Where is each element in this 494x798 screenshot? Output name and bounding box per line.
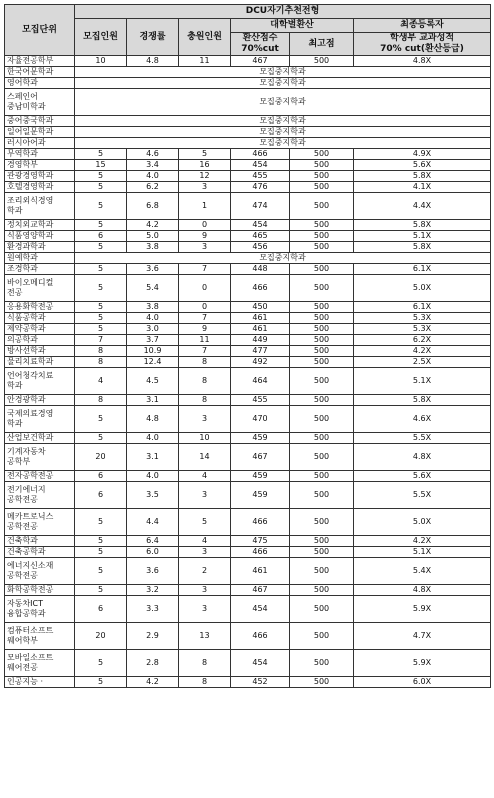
cell-recruit: 5 [75, 182, 127, 193]
cell-extra: 16 [179, 160, 231, 171]
cell-unit: 영어학과 [5, 78, 75, 89]
cell-competition: 4.0 [127, 313, 179, 324]
cell-recruit: 5 [75, 242, 127, 253]
cell-score70: 459 [231, 471, 290, 482]
table-row [5, 558, 491, 585]
table-row [5, 368, 491, 395]
cell-grade: 5.5X [354, 482, 491, 509]
cell-extra: 3 [179, 242, 231, 253]
cell-extra: 8 [179, 357, 231, 368]
table-row [5, 650, 491, 677]
cell-grade: 5.8X [354, 395, 491, 406]
cell-extra: 1 [179, 193, 231, 220]
cell-competition: 4.4 [127, 509, 179, 536]
cell-competition: 3.4 [127, 160, 179, 171]
cell-grade: 5.8X [354, 242, 491, 253]
cell-max: 500 [290, 357, 354, 368]
cell-unit: 환경과학과 [5, 242, 75, 253]
cell-max: 500 [290, 395, 354, 406]
cell-max: 500 [290, 558, 354, 585]
table-row [5, 302, 491, 313]
cell-unit: 러시아어과 [5, 138, 75, 149]
cell-max: 500 [290, 623, 354, 650]
cell-recruit: 8 [75, 395, 127, 406]
admission-results-table [4, 4, 491, 688]
cell-extra: 13 [179, 623, 231, 650]
cell-competition: 4.0 [127, 171, 179, 182]
cell-competition: 3.6 [127, 264, 179, 275]
cell-score70: 470 [231, 406, 290, 433]
cell-competition: 2.9 [127, 623, 179, 650]
cell-recruit: 5 [75, 650, 127, 677]
cell-recruit: 5 [75, 302, 127, 313]
cell-max: 500 [290, 368, 354, 395]
cell-score70: 465 [231, 231, 290, 242]
cell-score70: 454 [231, 220, 290, 231]
cell-unit: 모바일소프트 웨어전공 [5, 650, 75, 677]
cell-recruit: 5 [75, 509, 127, 536]
cell-recruit: 5 [75, 313, 127, 324]
cell-unit: 제약공학과 [5, 324, 75, 335]
cell-max: 500 [290, 547, 354, 558]
cell-unit: 정치외교학과 [5, 220, 75, 231]
cell-unit: 의공학과 [5, 335, 75, 346]
cell-max: 500 [290, 346, 354, 357]
cell-extra: 5 [179, 149, 231, 160]
cell-unit: 한국어문학과 [5, 67, 75, 78]
cell-recruit-stopped: 모집중지학과 [75, 78, 491, 89]
cell-unit: 전기에너지 공학전공 [5, 482, 75, 509]
cell-grade: 5.6X [354, 471, 491, 482]
cell-unit: 전자공학전공 [5, 471, 75, 482]
table-row [5, 547, 491, 558]
cell-score70: 467 [231, 56, 290, 67]
cell-grade: 4.2X [354, 346, 491, 357]
table-row [5, 264, 491, 275]
cell-recruit: 6 [75, 471, 127, 482]
cell-recruit-stopped: 모집중지학과 [75, 116, 491, 127]
cell-extra: 8 [179, 368, 231, 395]
cell-extra: 14 [179, 444, 231, 471]
cell-competition: 4.2 [127, 677, 179, 688]
cell-recruit: 5 [75, 171, 127, 182]
cell-score70: 476 [231, 182, 290, 193]
cell-score70: 466 [231, 623, 290, 650]
cell-max: 500 [290, 231, 354, 242]
header-unit: 모집단위 [5, 5, 75, 56]
cell-recruit-stopped: 모집중지학과 [75, 89, 491, 116]
cell-max: 500 [290, 149, 354, 160]
cell-unit: 언어청각치료 학과 [5, 368, 75, 395]
cell-score70: 449 [231, 335, 290, 346]
cell-recruit: 5 [75, 275, 127, 302]
cell-max: 500 [290, 264, 354, 275]
cell-score70: 466 [231, 509, 290, 536]
cell-competition: 6.2 [127, 182, 179, 193]
cell-max: 500 [290, 596, 354, 623]
table-header [5, 5, 491, 56]
cell-extra: 2 [179, 558, 231, 585]
table-row [5, 275, 491, 302]
cell-grade: 5.9X [354, 596, 491, 623]
cell-extra: 3 [179, 585, 231, 596]
cell-unit: 응용화학전공 [5, 302, 75, 313]
table-row [5, 677, 491, 688]
cell-unit: 스페인어 중남미학과 [5, 89, 75, 116]
cell-recruit: 7 [75, 335, 127, 346]
cell-unit: 기계자동차 공학부 [5, 444, 75, 471]
cell-competition: 4.8 [127, 406, 179, 433]
cell-recruit: 20 [75, 444, 127, 471]
cell-recruit: 5 [75, 547, 127, 558]
cell-unit: 식품공학과 [5, 313, 75, 324]
cell-competition: 10.9 [127, 346, 179, 357]
cell-recruit: 5 [75, 220, 127, 231]
cell-max: 500 [290, 406, 354, 433]
cell-recruit: 6 [75, 596, 127, 623]
cell-recruit: 15 [75, 160, 127, 171]
cell-unit: 경영학부 [5, 160, 75, 171]
cell-grade: 6.1X [354, 264, 491, 275]
cell-max: 500 [290, 585, 354, 596]
cell-score70: 454 [231, 596, 290, 623]
cell-grade: 4.1X [354, 182, 491, 193]
cell-score70: 466 [231, 275, 290, 302]
cell-extra: 12 [179, 171, 231, 182]
table-row [5, 171, 491, 182]
cell-competition: 3.6 [127, 558, 179, 585]
cell-score70: 461 [231, 313, 290, 324]
cell-grade: 5.4X [354, 558, 491, 585]
cell-score70: 459 [231, 433, 290, 444]
cell-extra: 7 [179, 264, 231, 275]
cell-recruit: 5 [75, 677, 127, 688]
cell-max: 500 [290, 193, 354, 220]
table-row [5, 67, 491, 78]
cell-max: 500 [290, 471, 354, 482]
table-row [5, 78, 491, 89]
table-row [5, 335, 491, 346]
cell-recruit: 5 [75, 558, 127, 585]
cell-max: 500 [290, 171, 354, 182]
cell-score70: 454 [231, 650, 290, 677]
cell-unit: 방사선학과 [5, 346, 75, 357]
cell-unit: 국제의료경영 학과 [5, 406, 75, 433]
header-competition: 경쟁률 [127, 19, 179, 56]
header-convert-group: 대학별환산 [231, 19, 354, 33]
cell-grade: 4.8X [354, 585, 491, 596]
cell-recruit: 5 [75, 149, 127, 160]
cell-recruit: 5 [75, 536, 127, 547]
header-score70: 환산점수 70%cut [231, 33, 290, 56]
cell-grade: 5.3X [354, 313, 491, 324]
cell-recruit: 5 [75, 406, 127, 433]
cell-extra: 11 [179, 335, 231, 346]
cell-unit: 메카트로닉스 공학전공 [5, 509, 75, 536]
table-row [5, 395, 491, 406]
cell-competition: 3.0 [127, 324, 179, 335]
cell-competition: 6.4 [127, 536, 179, 547]
cell-extra: 0 [179, 275, 231, 302]
cell-recruit: 5 [75, 433, 127, 444]
cell-recruit: 6 [75, 231, 127, 242]
cell-max: 500 [290, 302, 354, 313]
header-group: DCU자기추천전형 [75, 5, 491, 19]
cell-extra: 5 [179, 509, 231, 536]
cell-grade: 5.9X [354, 650, 491, 677]
cell-competition: 3.2 [127, 585, 179, 596]
cell-recruit: 5 [75, 324, 127, 335]
cell-extra: 3 [179, 482, 231, 509]
cell-grade: 4.6X [354, 406, 491, 433]
table-row [5, 471, 491, 482]
cell-unit: 식품영양학과 [5, 231, 75, 242]
cell-score70: 455 [231, 171, 290, 182]
cell-extra: 9 [179, 324, 231, 335]
table-row [5, 242, 491, 253]
cell-grade: 4.9X [354, 149, 491, 160]
cell-extra: 7 [179, 346, 231, 357]
cell-extra: 4 [179, 471, 231, 482]
cell-score70: 456 [231, 242, 290, 253]
cell-unit: 관광경영학과 [5, 171, 75, 182]
cell-max: 500 [290, 220, 354, 231]
cell-score70: 474 [231, 193, 290, 220]
cell-competition: 4.0 [127, 433, 179, 444]
cell-score70: 467 [231, 444, 290, 471]
cell-unit: 컴퓨터소프트 웨어학부 [5, 623, 75, 650]
cell-score70: 459 [231, 482, 290, 509]
table-row [5, 406, 491, 433]
cell-score70: 466 [231, 547, 290, 558]
cell-max: 500 [290, 536, 354, 547]
cell-extra: 8 [179, 677, 231, 688]
cell-extra: 8 [179, 395, 231, 406]
cell-max: 500 [290, 444, 354, 471]
cell-grade: 2.5X [354, 357, 491, 368]
cell-grade: 4.8X [354, 444, 491, 471]
table-row [5, 56, 491, 67]
table-row [5, 509, 491, 536]
cell-unit: 일어일문학과 [5, 127, 75, 138]
cell-unit: 에너지신소재 공학전공 [5, 558, 75, 585]
cell-grade: 5.5X [354, 433, 491, 444]
table-row [5, 313, 491, 324]
cell-max: 500 [290, 482, 354, 509]
cell-unit: 자동차ICT 융합공학과 [5, 596, 75, 623]
table-row [5, 127, 491, 138]
cell-score70: 452 [231, 677, 290, 688]
cell-recruit: 4 [75, 368, 127, 395]
table-row [5, 253, 491, 264]
cell-recruit: 20 [75, 623, 127, 650]
cell-extra: 7 [179, 313, 231, 324]
table-row [5, 160, 491, 171]
cell-max: 500 [290, 242, 354, 253]
cell-recruit: 5 [75, 193, 127, 220]
cell-competition: 5.0 [127, 231, 179, 242]
cell-grade: 5.6X [354, 160, 491, 171]
cell-max: 500 [290, 433, 354, 444]
cell-unit: 화학공학전공 [5, 585, 75, 596]
cell-competition: 4.2 [127, 220, 179, 231]
cell-unit: 중어중국학과 [5, 116, 75, 127]
cell-max: 500 [290, 56, 354, 67]
cell-grade: 4.4X [354, 193, 491, 220]
cell-unit: 산업보건학과 [5, 433, 75, 444]
cell-competition: 12.4 [127, 357, 179, 368]
cell-unit: 인공지능 · [5, 677, 75, 688]
table-row [5, 220, 491, 231]
cell-max: 500 [290, 182, 354, 193]
cell-unit: 건축학과 [5, 536, 75, 547]
cell-competition: 2.8 [127, 650, 179, 677]
table-row [5, 536, 491, 547]
table-row [5, 596, 491, 623]
cell-score70: 454 [231, 160, 290, 171]
cell-grade: 4.7X [354, 623, 491, 650]
cell-recruit: 8 [75, 357, 127, 368]
table-row [5, 193, 491, 220]
cell-competition: 4.0 [127, 471, 179, 482]
cell-unit: 물리치료학과 [5, 357, 75, 368]
cell-competition: 3.1 [127, 395, 179, 406]
cell-unit: 조리외식경영 학과 [5, 193, 75, 220]
cell-extra: 3 [179, 406, 231, 433]
table-row [5, 182, 491, 193]
cell-competition: 3.5 [127, 482, 179, 509]
cell-competition: 3.8 [127, 242, 179, 253]
cell-recruit-stopped: 모집중지학과 [75, 138, 491, 149]
cell-max: 500 [290, 160, 354, 171]
cell-grade: 6.2X [354, 335, 491, 346]
table-row [5, 346, 491, 357]
table-row [5, 116, 491, 127]
cell-recruit: 10 [75, 56, 127, 67]
table-row [5, 585, 491, 596]
cell-score70: 455 [231, 395, 290, 406]
cell-competition: 4.8 [127, 56, 179, 67]
header-final-group: 최종등록자 [354, 19, 491, 33]
cell-max: 500 [290, 509, 354, 536]
cell-competition: 3.8 [127, 302, 179, 313]
cell-recruit: 5 [75, 585, 127, 596]
cell-unit: 호텔경영학과 [5, 182, 75, 193]
table-row [5, 149, 491, 160]
cell-extra: 0 [179, 220, 231, 231]
cell-extra: 3 [179, 547, 231, 558]
cell-grade: 5.3X [354, 324, 491, 335]
table-row [5, 324, 491, 335]
cell-grade: 5.1X [354, 368, 491, 395]
cell-extra: 4 [179, 536, 231, 547]
cell-grade: 5.1X [354, 231, 491, 242]
cell-grade: 5.8X [354, 171, 491, 182]
cell-extra: 3 [179, 596, 231, 623]
cell-grade: 5.0X [354, 509, 491, 536]
cell-competition: 4.6 [127, 149, 179, 160]
header-extra: 충원인원 [179, 19, 231, 56]
cell-score70: 450 [231, 302, 290, 313]
cell-unit: 원예학과 [5, 253, 75, 264]
cell-recruit-stopped: 모집중지학과 [75, 127, 491, 138]
cell-unit: 자율전공학부 [5, 56, 75, 67]
cell-score70: 461 [231, 558, 290, 585]
cell-extra: 3 [179, 182, 231, 193]
cell-max: 500 [290, 677, 354, 688]
cell-max: 500 [290, 275, 354, 302]
cell-recruit-stopped: 모집중지학과 [75, 253, 491, 264]
cell-competition: 4.5 [127, 368, 179, 395]
cell-recruit: 8 [75, 346, 127, 357]
cell-max: 500 [290, 313, 354, 324]
cell-competition: 3.7 [127, 335, 179, 346]
cell-competition: 6.8 [127, 193, 179, 220]
cell-extra: 10 [179, 433, 231, 444]
cell-extra: 11 [179, 56, 231, 67]
cell-unit: 무역학과 [5, 149, 75, 160]
cell-score70: 477 [231, 346, 290, 357]
cell-unit: 조경학과 [5, 264, 75, 275]
table-row [5, 623, 491, 650]
table-row [5, 433, 491, 444]
table-row [5, 231, 491, 242]
cell-competition: 3.3 [127, 596, 179, 623]
header-max: 최고점 [290, 33, 354, 56]
table-row [5, 89, 491, 116]
cell-grade: 4.8X [354, 56, 491, 67]
cell-max: 500 [290, 335, 354, 346]
table-row [5, 357, 491, 368]
cell-max: 500 [290, 650, 354, 677]
header-recruit: 모집인원 [75, 19, 127, 56]
cell-grade: 4.2X [354, 536, 491, 547]
cell-score70: 448 [231, 264, 290, 275]
cell-max: 500 [290, 324, 354, 335]
cell-competition: 6.0 [127, 547, 179, 558]
cell-competition: 5.4 [127, 275, 179, 302]
cell-grade: 6.1X [354, 302, 491, 313]
cell-score70: 466 [231, 149, 290, 160]
table-body [5, 56, 491, 688]
cell-recruit: 6 [75, 482, 127, 509]
cell-unit: 건축공학과 [5, 547, 75, 558]
table-row [5, 444, 491, 471]
cell-unit: 안경광학과 [5, 395, 75, 406]
cell-recruit-stopped: 모집중지학과 [75, 67, 491, 78]
cell-recruit: 5 [75, 264, 127, 275]
cell-competition: 3.1 [127, 444, 179, 471]
cell-grade: 5.0X [354, 275, 491, 302]
cell-score70: 492 [231, 357, 290, 368]
cell-score70: 464 [231, 368, 290, 395]
cell-unit: 바이오메디컬 전공 [5, 275, 75, 302]
cell-extra: 0 [179, 302, 231, 313]
cell-score70: 475 [231, 536, 290, 547]
cell-grade: 5.1X [354, 547, 491, 558]
admission-table-container [4, 4, 491, 688]
cell-grade: 5.8X [354, 220, 491, 231]
table-row [5, 138, 491, 149]
cell-score70: 467 [231, 585, 290, 596]
cell-extra: 9 [179, 231, 231, 242]
cell-grade: 6.0X [354, 677, 491, 688]
cell-extra: 8 [179, 650, 231, 677]
cell-score70: 461 [231, 324, 290, 335]
table-row [5, 482, 491, 509]
header-final-sub: 학생부 교과성적 70% cut(환산등급) [354, 33, 491, 56]
